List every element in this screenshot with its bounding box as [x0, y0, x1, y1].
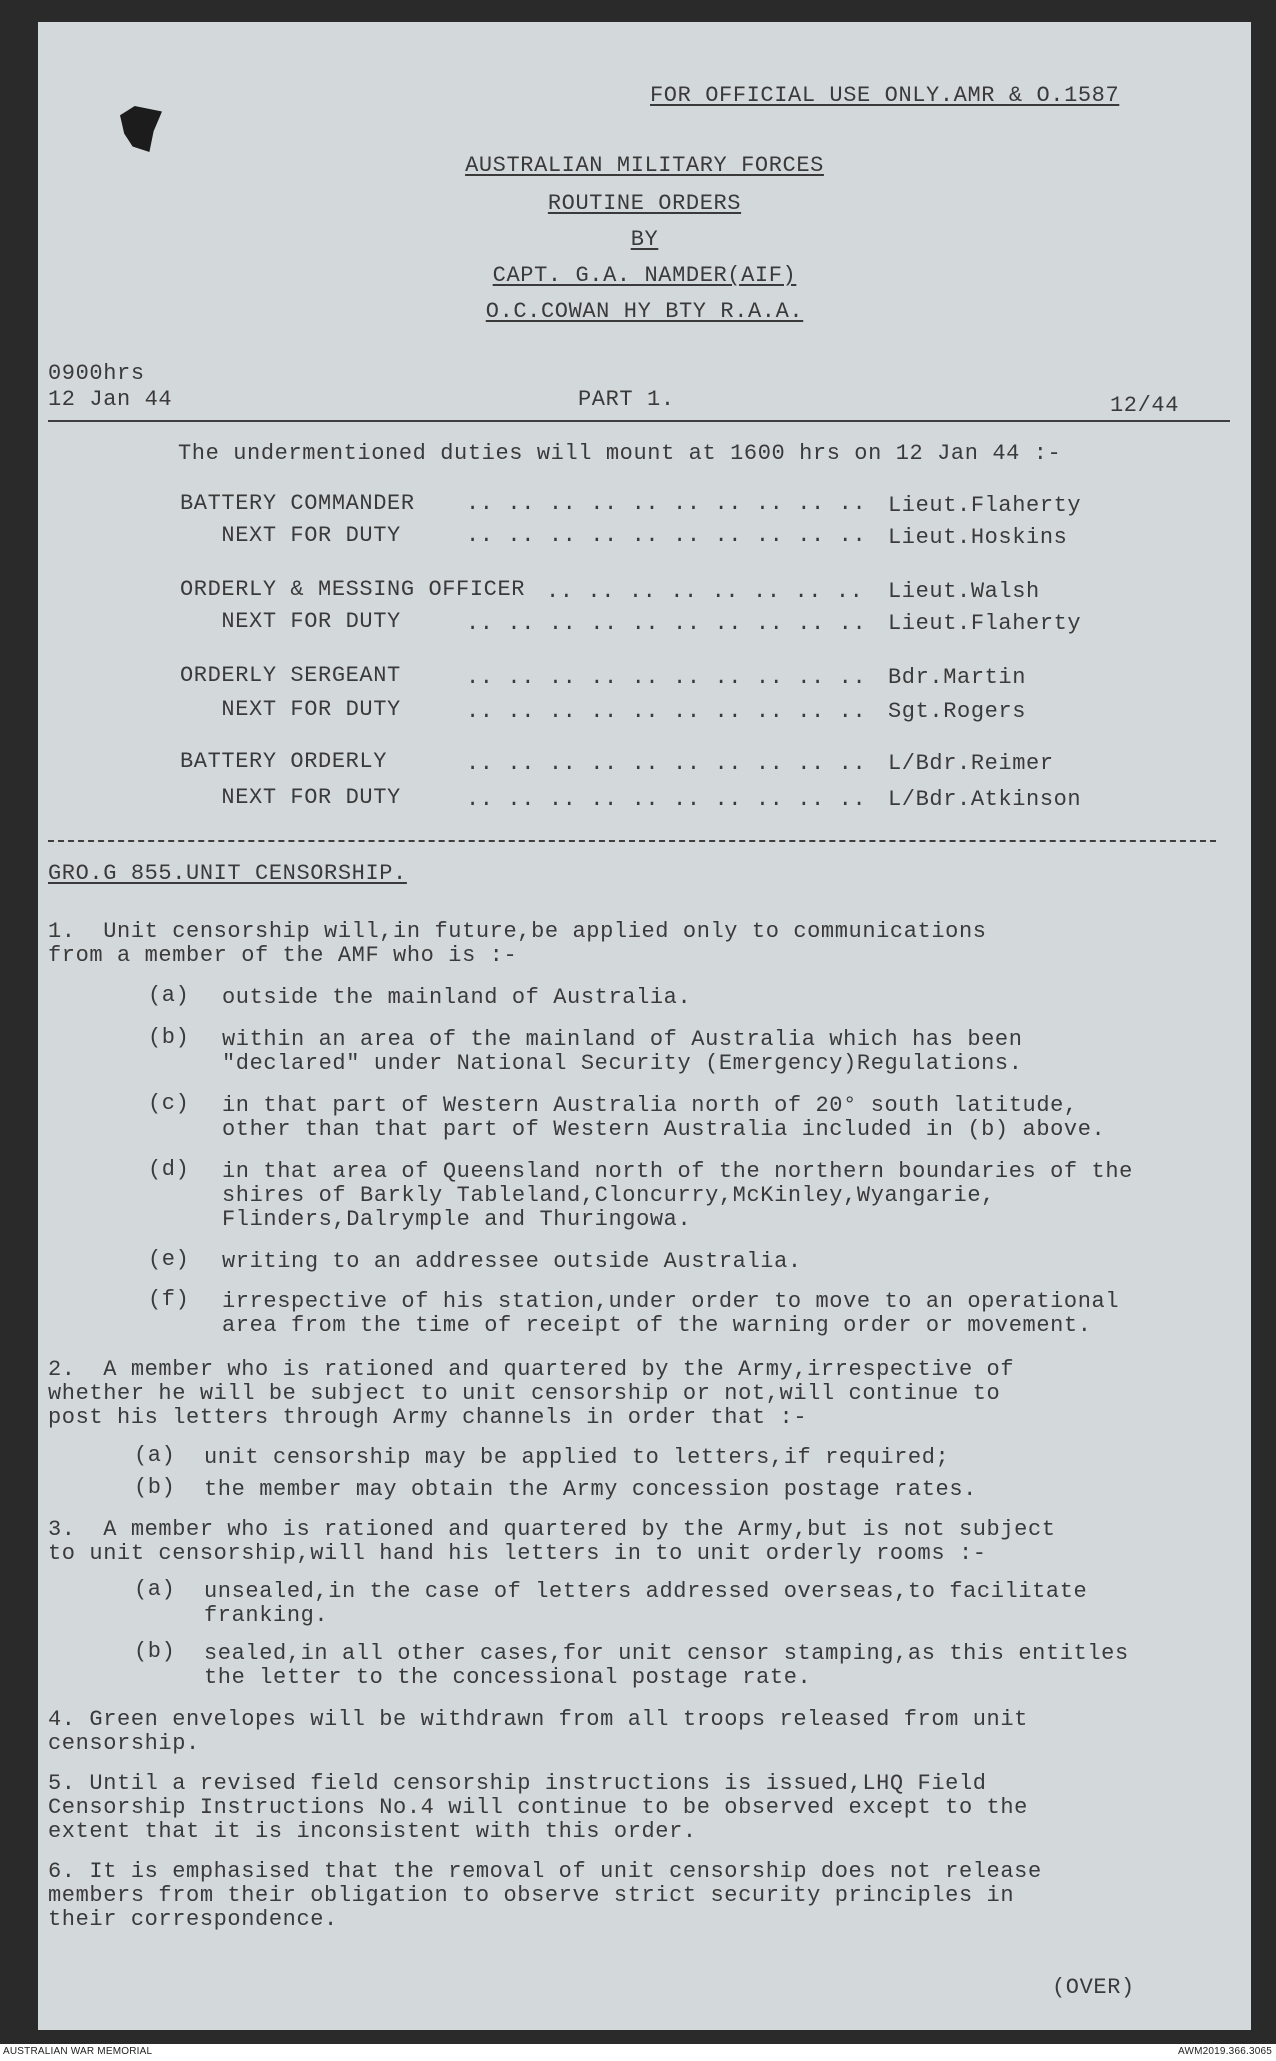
paragraph-2-line: whether he will be subject to unit censorship or not,will continue to: [48, 1381, 1001, 1406]
duty-name: Lieut.Flaherty: [888, 493, 1082, 518]
paragraph-4-line: censorship.: [48, 1731, 200, 1756]
list-label: (b): [134, 1475, 176, 1500]
section-heading: GRO.G 855.UNIT CENSORSHIP.: [48, 861, 407, 886]
duty-role: NEXT FOR DUTY: [180, 697, 401, 722]
list-label: (b): [134, 1639, 176, 1664]
part-label: PART 1.: [578, 387, 675, 412]
official-use-line: FOR OFFICIAL USE ONLY.AMR & O.1587: [650, 83, 1120, 108]
list-text: franking.: [204, 1603, 329, 1628]
list-text: irrespective of his station,under order to move to an operational: [222, 1289, 1120, 1314]
paragraph-3-line: to unit censorship,will hand his letters in to unit orderly rooms :-: [48, 1541, 987, 1566]
paragraph-1-line: 1. Unit censorship will,in future,be applied only to communications: [48, 919, 987, 944]
order-number: 12/44: [1110, 393, 1180, 418]
paragraph-5-line: 5. Until a revised field censorship instructions is issued,LHQ Field: [48, 1771, 987, 1796]
footer-credit: AUSTRALIAN WAR MEMORIAL: [3, 2046, 153, 2057]
duty-role: BATTERY COMMANDER: [180, 491, 415, 516]
header-by: BY: [630, 227, 659, 252]
list-label: (b): [148, 1025, 190, 1050]
list-text: unsealed,in the case of letters addressed overseas,to facilitate: [204, 1579, 1088, 1604]
order-time: 0900hrs: [48, 361, 145, 386]
header-commander: CAPT. G.A. NAMDER(AIF): [492, 263, 797, 288]
list-text: unit censorship may be applied to letters,if required;: [204, 1445, 950, 1470]
paragraph-3-line: 3. A member who is rationed and quartered by the Army,but is not subject: [48, 1517, 1056, 1542]
duty-role: NEXT FOR DUTY: [180, 785, 401, 810]
duty-dots: .. .. .. .. .. .. .. .. .. ..: [466, 699, 867, 724]
duty-dots: .. .. .. .. .. .. .. .. .. ..: [466, 751, 867, 776]
header-subtitle: ROUTINE ORDERS: [547, 191, 742, 216]
duty-name: Lieut.Flaherty: [888, 611, 1082, 636]
paragraph-6-line: 6. It is emphasised that the removal of unit censorship does not release: [48, 1859, 1042, 1884]
order-date: 12 Jan 44: [48, 387, 173, 412]
list-text: in that part of Western Australia north of 20° south latitude,: [222, 1093, 1078, 1118]
duty-dots: .. .. .. .. .. .. .. ..: [546, 579, 864, 604]
duty-dots: .. .. .. .. .. .. .. .. .. ..: [466, 787, 867, 812]
duty-name: Bdr.Martin: [888, 665, 1027, 690]
list-label: (d): [148, 1157, 190, 1182]
duty-dots: .. .. .. .. .. .. .. .. .. ..: [466, 665, 867, 690]
list-text: outside the mainland of Australia.: [222, 985, 692, 1010]
footer-accession: AWM2019.366.3065: [1177, 2046, 1272, 2057]
duty-name: Lieut.Walsh: [888, 579, 1040, 604]
list-label: (c): [148, 1091, 190, 1116]
over-marker: (OVER): [1052, 1975, 1135, 2000]
duty-dots: .. .. .. .. .. .. .. .. .. ..: [466, 611, 867, 636]
paragraph-2-line: 2. A member who is rationed and quartered by the Army,irrespective of: [48, 1357, 1015, 1382]
list-text: other than that part of Western Australia included in (b) above.: [222, 1117, 1106, 1142]
list-text: writing to an addressee outside Australia.: [222, 1249, 802, 1274]
list-label: (f): [148, 1287, 190, 1312]
duty-role: ORDERLY & MESSING OFFICER: [180, 577, 526, 602]
list-text: in that area of Queensland north of the northern boundaries of the: [222, 1159, 1133, 1184]
duty-role: BATTERY ORDERLY: [180, 749, 388, 774]
duty-role: ORDERLY SERGEANT: [180, 663, 401, 688]
document-page: [38, 22, 1251, 2030]
list-label: (a): [148, 983, 190, 1008]
list-text: the member may obtain the Army concession postage rates.: [204, 1477, 977, 1502]
paragraph-6-line: their correspondence.: [48, 1907, 338, 1932]
part-underline: [48, 420, 1230, 422]
section-divider: [48, 840, 1216, 843]
duty-dots: .. .. .. .. .. .. .. .. .. ..: [466, 491, 867, 516]
punch-hole: [120, 106, 162, 152]
list-text: within an area of the mainland of Australia which has been: [222, 1027, 1023, 1052]
paragraph-6-line: members from their obligation to observe strict security principles in: [48, 1883, 1015, 1908]
paragraph-1-line: from a member of the AMF who is :-: [48, 943, 518, 968]
list-label: (a): [134, 1443, 176, 1468]
paragraph-4-line: 4. Green envelopes will be withdrawn from all troops released from unit: [48, 1707, 1028, 1732]
duty-role: NEXT FOR DUTY: [180, 609, 401, 634]
duty-role: NEXT FOR DUTY: [180, 523, 401, 548]
header-title: AUSTRALIAN MILITARY FORCES: [465, 153, 824, 178]
list-text: sealed,in all other cases,for unit censor stamping,as this entitles: [204, 1641, 1129, 1666]
list-label: (e): [148, 1247, 190, 1272]
paragraph-5-line: extent that it is inconsistent with this order.: [48, 1819, 697, 1844]
list-text: area from the time of receipt of the warning order or movement.: [222, 1313, 1092, 1338]
list-label: (a): [134, 1577, 176, 1602]
duty-name: L/Bdr.Atkinson: [888, 787, 1082, 812]
duty-dots: .. .. .. .. .. .. .. .. .. ..: [466, 523, 867, 548]
list-text: "declared" under National Security (Emergency)Regulations.: [222, 1051, 1023, 1076]
list-text: shires of Barkly Tableland,Cloncurry,McKinley,Wyangarie,: [222, 1183, 995, 1208]
paragraph-2-line: post his letters through Army channels in order that :-: [48, 1405, 808, 1430]
duties-intro: The undermentioned duties will mount at 1600 hrs on 12 Jan 44 :-: [178, 441, 1062, 466]
list-text: Flinders,Dalrymple and Thuringowa.: [222, 1207, 692, 1232]
header-unit: O.C.COWAN HY BTY R.A.A.: [485, 299, 804, 324]
paragraph-5-line: Censorship Instructions No.4 will continue to be observed except to the: [48, 1795, 1028, 1820]
duty-name: Sgt.Rogers: [888, 699, 1027, 724]
list-text: the letter to the concessional postage rate.: [204, 1665, 812, 1690]
duty-name: Lieut.Hoskins: [888, 525, 1068, 550]
duty-name: L/Bdr.Reimer: [888, 751, 1054, 776]
